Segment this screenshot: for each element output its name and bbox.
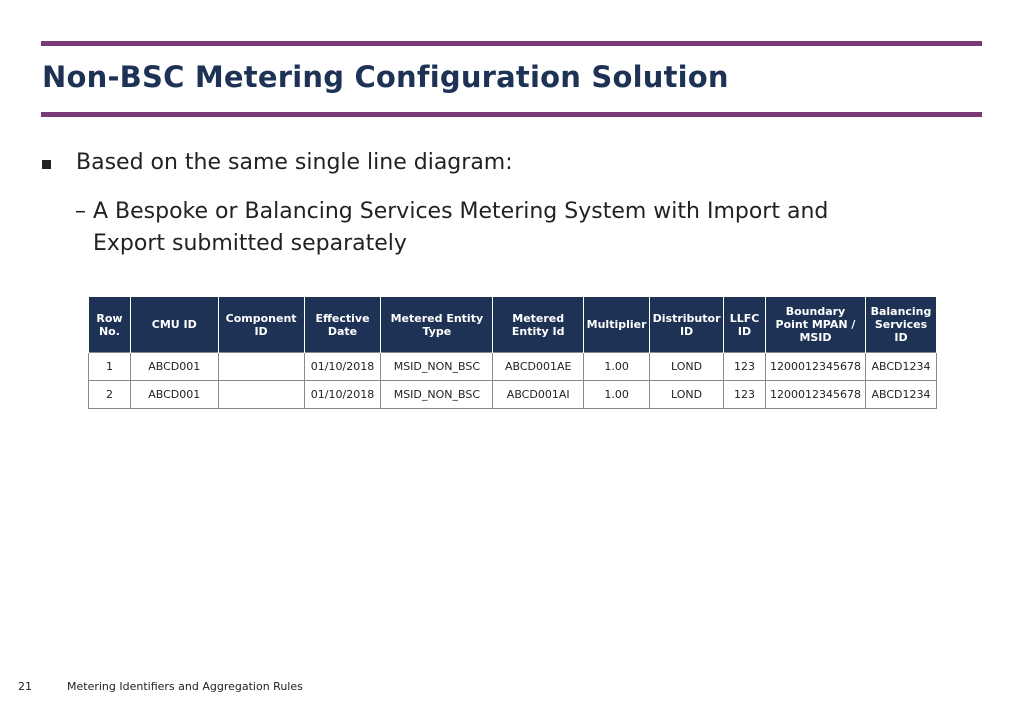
table-cell: LOND bbox=[650, 353, 724, 381]
table-cell: ABCD1234 bbox=[865, 353, 936, 381]
column-header bbox=[766, 297, 866, 353]
column-header-text: No. bbox=[98, 324, 120, 338]
table-cell bbox=[218, 381, 304, 409]
sub-bullet-text-line1: A Bespoke or Balancing Services Metering System with Import and bbox=[93, 199, 829, 224]
column-header bbox=[218, 297, 304, 353]
column-header-text: Multiplier bbox=[586, 318, 647, 331]
column-header-text: Component bbox=[225, 311, 297, 325]
table-cell: 1200012345678 bbox=[766, 381, 866, 409]
column-header bbox=[130, 297, 218, 353]
column-header bbox=[304, 297, 381, 353]
metering-configuration-table bbox=[88, 297, 937, 409]
column-header-text: Distributor bbox=[652, 311, 721, 325]
table-cell: MSID_NON_BSC bbox=[381, 381, 493, 409]
table-cell: 1.00 bbox=[584, 353, 650, 381]
table-cell: 1.00 bbox=[584, 381, 650, 409]
column-header-text: Type bbox=[422, 324, 452, 338]
column-header-text: ID bbox=[254, 324, 268, 338]
column-header-text: Metered bbox=[512, 311, 565, 325]
table-cell: 123 bbox=[724, 353, 766, 381]
footer-title: Metering Identifiers and Aggregation Rules bbox=[67, 680, 303, 693]
column-header-text: ID bbox=[894, 331, 908, 344]
table-cell: ABCD001AE bbox=[493, 353, 584, 381]
column-header-text: MSID bbox=[799, 331, 832, 344]
table-cell: ABCD001 bbox=[130, 353, 218, 381]
sub-bullet-text-line2: Export submitted separately bbox=[93, 231, 407, 256]
column-header-text: Entity Id bbox=[511, 324, 565, 338]
column-header-text: Date bbox=[327, 324, 358, 338]
dash-bullet-icon: – bbox=[75, 199, 86, 224]
bullet-text: Based on the same single line diagram: bbox=[76, 150, 513, 175]
table-cell: ABCD1234 bbox=[865, 381, 936, 409]
column-header-text: Balancing bbox=[870, 305, 932, 318]
table-cell: ABCD001AI bbox=[493, 381, 584, 409]
column-header-text: ID bbox=[679, 324, 694, 338]
table-cell: 1200012345678 bbox=[766, 353, 866, 381]
page-number: 21 bbox=[18, 680, 32, 693]
column-header bbox=[493, 297, 584, 353]
sub-bullet-item bbox=[75, 196, 935, 260]
column-header-text: Services bbox=[874, 318, 928, 331]
table-row bbox=[89, 381, 937, 409]
column-header-text: Effective bbox=[315, 311, 370, 325]
column-header bbox=[584, 297, 650, 353]
column-header-text: Boundary bbox=[785, 305, 846, 318]
column-header-text: Row bbox=[96, 311, 123, 325]
column-header-text: Metered Entity bbox=[390, 311, 484, 325]
column-header bbox=[724, 297, 766, 353]
column-header-text: LLFC bbox=[729, 311, 760, 325]
title-underline-rule bbox=[41, 112, 982, 117]
top-rule bbox=[41, 41, 982, 46]
table-cell: 1 bbox=[89, 353, 131, 381]
column-header-text: Point MPAN / bbox=[775, 318, 856, 331]
table-cell: 123 bbox=[724, 381, 766, 409]
table-header-row bbox=[89, 297, 937, 353]
bullet-item bbox=[42, 150, 513, 175]
table-cell: 01/10/2018 bbox=[304, 381, 381, 409]
table-cell bbox=[218, 353, 304, 381]
column-header-text: ID bbox=[737, 324, 752, 338]
column-header bbox=[650, 297, 724, 353]
column-header-text: CMU ID bbox=[151, 318, 197, 331]
table-cell: 2 bbox=[89, 381, 131, 409]
table-cell: MSID_NON_BSC bbox=[381, 353, 493, 381]
table-cell: LOND bbox=[650, 381, 724, 409]
column-header bbox=[89, 297, 131, 353]
table-row bbox=[89, 353, 937, 381]
table-cell: 01/10/2018 bbox=[304, 353, 381, 381]
table-body bbox=[89, 353, 937, 409]
table-cell: ABCD001 bbox=[130, 381, 218, 409]
column-header bbox=[381, 297, 493, 353]
square-bullet-icon bbox=[42, 160, 51, 169]
page-title: Non-BSC Metering Configuration Solution bbox=[42, 60, 729, 94]
column-header bbox=[865, 297, 936, 353]
